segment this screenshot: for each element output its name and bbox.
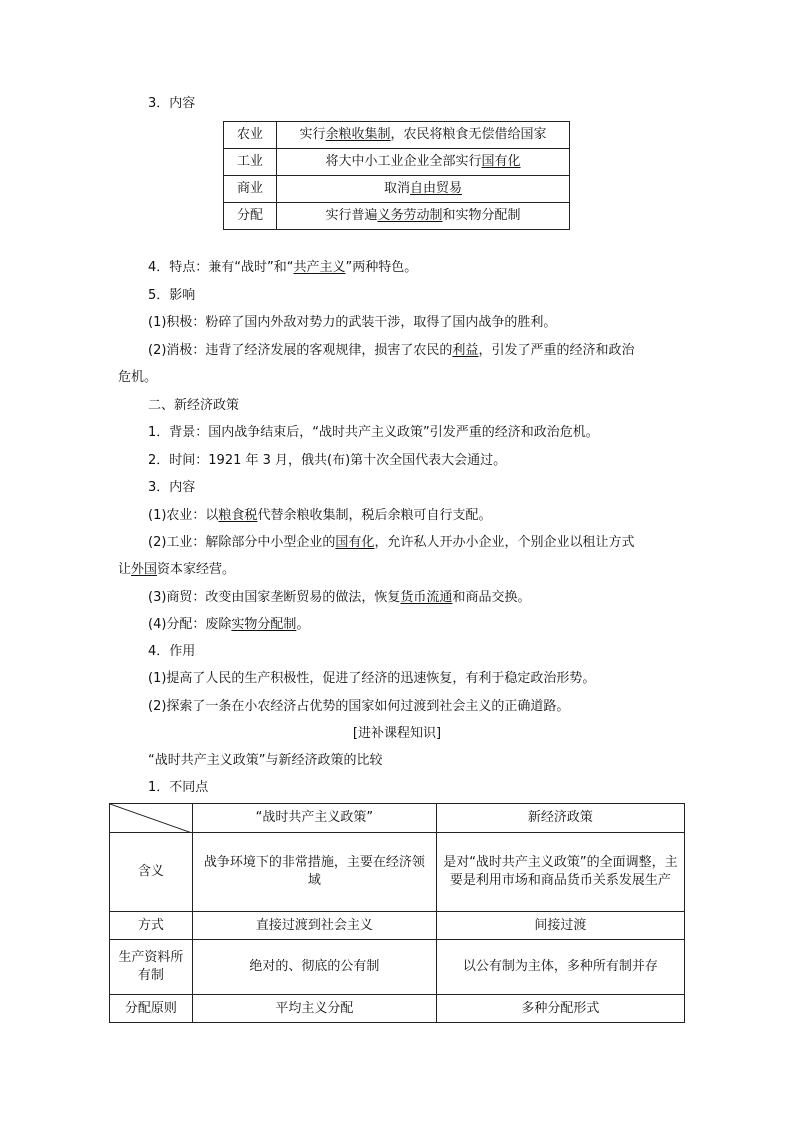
table-row xyxy=(224,122,570,149)
nep-agriculture: (1)农业：以粮食税代替余粮收集制，税后余粮可自行支配。 xyxy=(148,508,492,523)
cell-nep: 多种分配形式 xyxy=(436,995,684,1023)
comparison-intro: “战时共产主义政策”与新经济政策的比较 xyxy=(148,753,383,768)
comparison-table xyxy=(109,803,685,1023)
impact-negative-cont: 危机。 xyxy=(118,370,158,385)
table-header-row xyxy=(110,804,685,833)
nep-effect-2: (2)探索了一条在小农经济占优势的国家如何过渡到社会主义的正确道路。 xyxy=(148,699,570,714)
nep-industry-cont: 让外国资本家经营。 xyxy=(118,562,236,577)
row-label: 含义 xyxy=(110,833,193,912)
header-war-communism: “战时共产主义政策” xyxy=(192,804,436,833)
row-label: 生产资料所有制 xyxy=(110,940,193,995)
impact-positive: (1)积极：粉碎了国内外敌对势力的武装干涉，取得了国内战争的胜利。 xyxy=(148,315,557,330)
row-category: 工业 xyxy=(224,149,277,176)
table-row xyxy=(110,940,685,995)
table-row xyxy=(224,176,570,203)
cell-war-communism: 战争环境下的非常措施，主要在经济领域 xyxy=(192,833,436,912)
heading-nep-content: 3．内容 xyxy=(148,480,196,495)
table-row xyxy=(224,203,570,230)
impact-negative: (2)消极：违背了经济发展的客观规律，损害了农民的利益，引发了严重的经济和政治 xyxy=(148,343,635,358)
table-row xyxy=(110,912,685,940)
supplement-heading: [进补课程知识] xyxy=(352,726,442,741)
diagonal-line xyxy=(110,804,192,833)
nep-time: 2．时间：1921 年 3 月，俄共(布)第十次全国代表大会通过。 xyxy=(148,453,507,468)
heading-differences: 1．不同点 xyxy=(148,780,209,795)
nep-industry: (2)工业：解除部分中小型企业的国有化，允许私人开办小企业，个别企业以租让方式 xyxy=(148,535,635,550)
row-value: 实行普遍义务劳动制和实物分配制 xyxy=(277,203,570,230)
row-category: 农业 xyxy=(224,122,277,149)
table-row xyxy=(110,833,685,912)
row-value: 将大中小工业企业全部实行国有化 xyxy=(277,149,570,176)
cell-war-communism: 绝对的、彻底的公有制 xyxy=(192,940,436,995)
row-label: 方式 xyxy=(110,912,193,940)
heading-nep-effect: 4．作用 xyxy=(148,644,196,659)
heading-content: 3．内容 xyxy=(148,96,196,111)
war-communism-content-table xyxy=(223,121,570,230)
row-category: 商业 xyxy=(224,176,277,203)
row-value: 取消自由贸易 xyxy=(277,176,570,203)
feature-line: 4．特点：兼有“战时”和“共产主义”两种特色。 xyxy=(148,260,418,275)
section-title-nep: 二、新经济政策 xyxy=(148,398,240,413)
nep-commerce: (3)商贸：改变由国家垄断贸易的做法，恢复货币流通和商品交换。 xyxy=(148,590,531,605)
nep-background: 1．背景：国内战争结束后，“战时共产主义政策”引发严重的经济和政治危机。 xyxy=(148,425,599,440)
heading-impact: 5．影响 xyxy=(148,288,196,303)
row-value: 实行余粮收集制，农民将粮食无偿借给国家 xyxy=(277,122,570,149)
cell-war-communism: 直接过渡到社会主义 xyxy=(192,912,436,940)
cell-nep: 间接过渡 xyxy=(436,912,684,940)
row-category: 分配 xyxy=(224,203,277,230)
diagonal-header-cell xyxy=(110,804,193,833)
cell-war-communism: 平均主义分配 xyxy=(192,995,436,1023)
cell-nep: 是对“战时共产主义政策”的全面调整，主要是利用市场和商品货币关系发展生产 xyxy=(436,833,684,912)
cell-nep: 以公有制为主体，多种所有制并存 xyxy=(436,940,684,995)
header-nep: 新经济政策 xyxy=(436,804,684,833)
nep-effect-1: (1)提高了人民的生产积极性，促进了经济的迅速恢复，有利于稳定政治形势。 xyxy=(148,671,596,686)
table-row xyxy=(224,149,570,176)
table-row xyxy=(110,995,685,1023)
nep-distribution: (4)分配：废除实物分配制。 xyxy=(148,617,310,632)
row-label: 分配原则 xyxy=(110,995,193,1023)
